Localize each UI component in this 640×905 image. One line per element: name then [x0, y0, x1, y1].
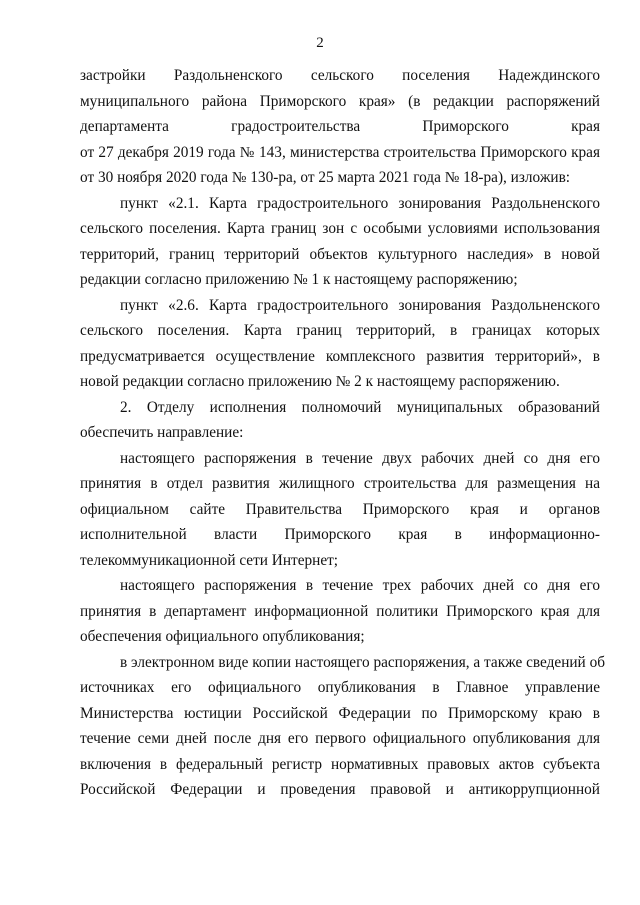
page-number: 2	[316, 35, 324, 51]
document-body	[80, 63, 606, 803]
text-line: сельского поселения. Карта границ зон с особыми условиями использования	[80, 220, 600, 237]
text-line: новой редакции согласно приложению № 2 к настоящему распоряжению.	[80, 373, 560, 390]
text-line: телекоммуникационной сети Интернет;	[80, 551, 339, 569]
text-line: включения в федеральный регистр нормативных правовых актов субъекта	[80, 755, 600, 773]
text-line: муниципального района Приморского края» (в редакции распоряжений	[80, 92, 600, 110]
text-line: 2. Отделу исполнения полномочий муниципальных образований	[120, 398, 600, 416]
text-line: течение семи дней после дня его первого официального опубликования для	[80, 730, 600, 747]
text-line: принятия в отдел развития жилищного строительства для размещения на	[80, 475, 600, 492]
text-line: настоящего распоряжения в течение двух рабочих дней со дня его	[120, 449, 600, 467]
text-line: сельского поселения. Карта границ территорий, в границах которых	[80, 322, 600, 339]
text-line: Российской Федерации и проведения правовой и антикоррупционной	[80, 781, 600, 798]
text-line: пункт «2.1. Карта градостроительного зонирования Раздольненского	[120, 194, 600, 212]
text-line: территорий, границ территорий объектов культурного наследия» в новой	[80, 245, 600, 263]
text-line: Министерства юстиции Российской Федерации по Приморскому краю в	[80, 704, 600, 722]
text-line: принятия в департамент информационной политики Приморского края для	[80, 602, 600, 620]
text-line: редакции согласно приложению № 1 к настоящему распоряжению;	[80, 271, 518, 288]
text-line: обеспечения официального опубликования;	[80, 628, 365, 645]
text-line: от 30 ноября 2020 года № 130-ра, от 25 марта 2021 года № 18-ра), изложив:	[80, 169, 571, 186]
text-line: предусматривается осуществление комплексного развития территорий», в	[80, 347, 600, 365]
text-line: источниках его официального опубликования в Главное управление	[80, 679, 600, 696]
text-line: исполнительной власти Приморского края в информационно-	[80, 526, 600, 543]
text-line: от 27 декабря 2019 года № 143, министерства строительства Приморского края	[80, 143, 600, 161]
text-line: пункт «2.6. Карта градостроительного зонирования Раздольненского	[120, 296, 600, 314]
text-line: застройки Раздольненского сельского поселения Надеждинского	[80, 67, 600, 84]
text-line: обеспечить направление:	[80, 424, 244, 441]
text-line: в электронном виде копии настоящего распоряжения, а также сведений об	[120, 653, 606, 671]
text-line: настоящего распоряжения в течение трех рабочих дней со дня его	[120, 577, 600, 594]
text-line: официальном сайте Правительства Приморского края и органов	[80, 500, 600, 518]
text-line: департамента градостроительства Приморского края	[80, 118, 600, 135]
